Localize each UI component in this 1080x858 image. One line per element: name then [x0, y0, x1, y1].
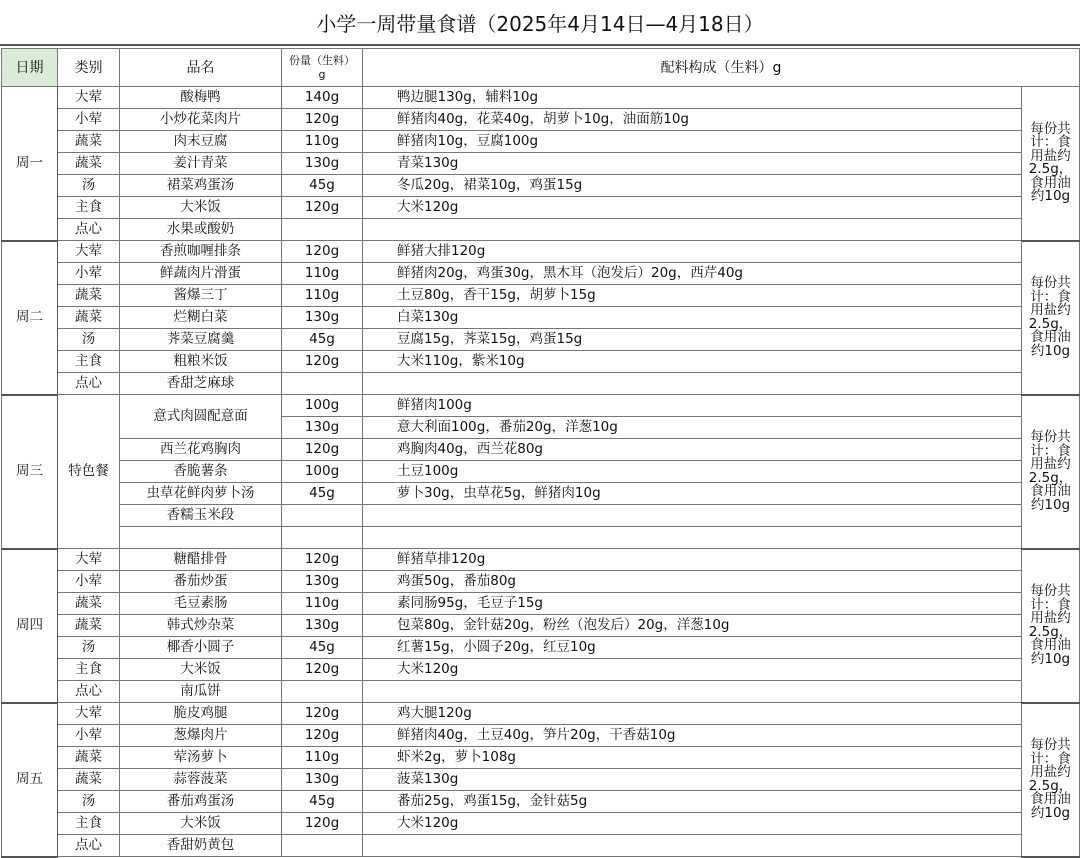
- nutrition-note: [1022, 241, 1080, 395]
- ingredients-cell: 土豆80g，香干15g，胡萝卜15g: [363, 285, 1022, 307]
- header-portion: [282, 49, 363, 87]
- dish-cell: 西兰花鸡胸肉: [120, 439, 282, 461]
- category-cell: 特色餐: [58, 395, 120, 549]
- nutrition-note-line: 食用油: [1030, 791, 1071, 807]
- portion-cell: 130g: [282, 417, 363, 439]
- nutrition-note-line: 每份共: [1030, 120, 1071, 137]
- portion-cell: 120g: [282, 659, 363, 681]
- portion-cell: 100g: [282, 461, 363, 483]
- ingredients-cell: 豆腐15g，荠菜15g，鸡蛋15g: [363, 329, 1022, 351]
- ingredients-cell: 鲜猪肉100g: [363, 395, 1022, 417]
- dish-cell: 姜汁青菜: [120, 153, 282, 175]
- table-row: [2, 175, 1080, 197]
- table-row: [2, 219, 1080, 241]
- table-row: [2, 461, 1080, 483]
- nutrition-note-line: 约10g: [1030, 342, 1071, 359]
- nutrition-note-line: 食用油: [1030, 637, 1071, 653]
- table-row: [2, 593, 1080, 615]
- portion-cell: 140g: [282, 87, 363, 109]
- nutrition-note-line: 食用油: [1030, 174, 1071, 191]
- ingredients-cell: 鲜猪肉40g，花菜40g，胡萝卜10g，油面筋10g: [363, 109, 1022, 131]
- day-cell: 周三: [2, 395, 58, 549]
- dish-cell: [120, 527, 282, 549]
- portion-cell: 45g: [282, 329, 363, 351]
- table-row: [2, 791, 1080, 813]
- dish-cell: 大米饭: [120, 659, 282, 681]
- portion-cell: 45g: [282, 175, 363, 197]
- table-row: [2, 747, 1080, 769]
- ingredients-cell: [363, 681, 1022, 703]
- nutrition-note: [1022, 549, 1080, 703]
- portion-cell: 120g: [282, 725, 363, 747]
- portion-cell: 120g: [282, 549, 363, 571]
- category-cell: 主食: [58, 351, 120, 373]
- portion-cell: 110g: [282, 593, 363, 615]
- portion-cell: 100g: [282, 395, 363, 417]
- ingredients-cell: 意大利面100g，番茄20g，洋葱10g: [363, 417, 1022, 439]
- nutrition-note-line: 约10g: [1030, 188, 1071, 205]
- nutrition-note-line: 约10g: [1030, 804, 1071, 821]
- nutrition-note-line: 2.5g，: [1028, 315, 1073, 332]
- nutrition-note-line: 每份共: [1030, 429, 1071, 445]
- ingredients-cell: 鸭边腿130g，辅料10g: [363, 87, 1022, 109]
- dish-cell: 酸梅鸭: [120, 87, 282, 109]
- dish-cell: 糖醋排骨: [120, 549, 282, 571]
- ingredients-cell: [363, 527, 1022, 549]
- dish-cell: 椰香小圆子: [120, 637, 282, 659]
- portion-cell: 45g: [282, 637, 363, 659]
- ingredients-cell: 虾米2g，萝卜108g: [363, 747, 1022, 769]
- dish-cell: 番茄鸡蛋汤: [120, 791, 282, 813]
- portion-cell: 130g: [282, 769, 363, 791]
- ingredients-cell: 鲜猪肉10g，豆腐100g: [363, 131, 1022, 153]
- header-dish: 品名: [120, 49, 282, 87]
- category-cell: 汤: [58, 791, 120, 813]
- category-cell: 大荤: [58, 241, 120, 263]
- category-cell: 点心: [58, 681, 120, 703]
- nutrition-note-line: 每份共: [1030, 583, 1071, 599]
- portion-cell: [282, 527, 363, 549]
- portion-cell: 120g: [282, 109, 363, 131]
- portion-cell: 130g: [282, 153, 363, 175]
- portion-cell: 130g: [282, 615, 363, 637]
- portion-cell: 120g: [282, 197, 363, 219]
- dish-cell: 香甜芝麻球: [120, 373, 282, 395]
- dish-cell: 水果或酸奶: [120, 219, 282, 241]
- dish-cell: 虫草花鲜肉萝卜汤: [120, 483, 282, 505]
- category-cell: 蔬菜: [58, 615, 120, 637]
- ingredients-cell: 菠菜130g: [363, 769, 1022, 791]
- dish-cell: 肉末豆腐: [120, 131, 282, 153]
- portion-cell: [282, 681, 363, 703]
- portion-cell: 130g: [282, 571, 363, 593]
- portion-cell: [282, 835, 363, 857]
- day-cell: 周一: [2, 87, 58, 241]
- ingredients-cell: 白菜130g: [363, 307, 1022, 329]
- table-row: [2, 307, 1080, 329]
- ingredients-cell: 鸡蛋50g，番茄80g: [363, 571, 1022, 593]
- header-date: 日期: [2, 49, 58, 87]
- header-portion-line1: 份量（生料）: [289, 53, 355, 67]
- ingredients-cell: 大米120g: [363, 813, 1022, 835]
- portion-cell: [282, 219, 363, 241]
- category-cell: 大荤: [58, 703, 120, 725]
- table-row: [2, 285, 1080, 307]
- nutrition-note-line: 约10g: [1030, 650, 1071, 667]
- table-row: [2, 769, 1080, 791]
- category-cell: 主食: [58, 659, 120, 681]
- table-row: [2, 351, 1080, 373]
- ingredients-cell: 青菜130g: [363, 153, 1022, 175]
- ingredients-cell: 大米110g，紫米10g: [363, 351, 1022, 373]
- nutrition-note-line: 每份共: [1030, 275, 1071, 291]
- ingredients-cell: 鲜猪大排120g: [363, 241, 1022, 263]
- portion-cell: 45g: [282, 483, 363, 505]
- table-row: [2, 439, 1080, 461]
- header-category: 类别: [58, 49, 120, 87]
- table-row: [2, 153, 1080, 175]
- table-row: [2, 527, 1080, 549]
- category-cell: 主食: [58, 197, 120, 219]
- day-cell: 周四: [2, 549, 58, 703]
- ingredients-cell: 素同肠95g，毛豆子15g: [363, 593, 1022, 615]
- category-cell: 汤: [58, 175, 120, 197]
- nutrition-note: [1022, 87, 1080, 241]
- table-row: [2, 263, 1080, 285]
- nutrition-note-line: 用盐约: [1030, 610, 1071, 626]
- category-cell: 蔬菜: [58, 285, 120, 307]
- table-row: [2, 329, 1080, 351]
- ingredients-cell: 鲜猪肉20g，鸡蛋30g，黑木耳（泡发后）20g，西芹40g: [363, 263, 1022, 285]
- ingredients-cell: 土豆100g: [363, 461, 1022, 483]
- ingredients-cell: [363, 219, 1022, 241]
- nutrition-note: [1022, 703, 1080, 857]
- dish-cell: 香脆薯条: [120, 461, 282, 483]
- table-row: [2, 835, 1080, 857]
- nutrition-note-line: 计：食: [1030, 134, 1071, 151]
- table-row: [2, 241, 1080, 263]
- header-row: [2, 49, 1080, 87]
- category-cell: 小荤: [58, 109, 120, 131]
- portion-cell: 110g: [282, 747, 363, 769]
- nutrition-note-line: 用盐约: [1030, 456, 1071, 472]
- portion-cell: 120g: [282, 241, 363, 263]
- category-cell: 蔬菜: [58, 593, 120, 615]
- nutrition-note: [1022, 395, 1080, 549]
- dish-cell: 烂糊白菜: [120, 307, 282, 329]
- ingredients-cell: 番茄25g，鸡蛋15g，金针菇5g: [363, 791, 1022, 813]
- portion-cell: [282, 373, 363, 395]
- table-row: [2, 615, 1080, 637]
- dish-cell: 香糯玉米段: [120, 505, 282, 527]
- category-cell: 蔬菜: [58, 131, 120, 153]
- portion-cell: [282, 505, 363, 527]
- table-row: [2, 725, 1080, 747]
- menu-table: [1, 48, 1080, 858]
- ingredients-cell: 包菜80g，金针菇20g，粉丝（泡发后）20g，洋葱10g: [363, 615, 1022, 637]
- table-row: [2, 87, 1080, 109]
- table-row: [2, 681, 1080, 703]
- dish-cell: 香煎咖喱排条: [120, 241, 282, 263]
- table-row: [2, 197, 1080, 219]
- page-title: 小学一周带量食谱（2025年4月14日—4月18日）: [0, 0, 1080, 46]
- dish-cell: 荤汤萝卜: [120, 747, 282, 769]
- category-cell: 点心: [58, 219, 120, 241]
- day-cell: 周五: [2, 703, 58, 857]
- category-cell: 点心: [58, 373, 120, 395]
- category-cell: 主食: [58, 813, 120, 835]
- nutrition-note-line: 用盐约: [1030, 147, 1071, 164]
- dish-cell: 韩式炒杂菜: [120, 615, 282, 637]
- portion-cell: 45g: [282, 791, 363, 813]
- ingredients-cell: 鲜猪肉40g，土豆40g，笋片20g，干香菇10g: [363, 725, 1022, 747]
- category-cell: 蔬菜: [58, 769, 120, 791]
- nutrition-note-line: 约10g: [1030, 496, 1071, 513]
- nutrition-note-line: 2.5g，: [1028, 161, 1073, 178]
- category-cell: 小荤: [58, 725, 120, 747]
- table-row: [2, 703, 1080, 725]
- dish-cell: 葱爆肉片: [120, 725, 282, 747]
- nutrition-note-line: 2.5g，: [1028, 777, 1073, 794]
- ingredients-cell: 鲜猪草排120g: [363, 549, 1022, 571]
- dish-cell: 蒜蓉菠菜: [120, 769, 282, 791]
- nutrition-note-line: 用盐约: [1030, 302, 1071, 318]
- ingredients-cell: [363, 835, 1022, 857]
- table-row: [2, 549, 1080, 571]
- table-row: [2, 813, 1080, 835]
- nutrition-note-line: 2.5g，: [1028, 623, 1073, 640]
- table-row: [2, 659, 1080, 681]
- portion-cell: 130g: [282, 307, 363, 329]
- table-row: [2, 373, 1080, 395]
- nutrition-note-line: 每份共: [1030, 737, 1071, 753]
- header-ingredients: 配料构成（生料）g: [363, 49, 1080, 87]
- dish-cell: 小炒花菜肉片: [120, 109, 282, 131]
- dish-cell: 裙菜鸡蛋汤: [120, 175, 282, 197]
- nutrition-note-line: 食用油: [1030, 329, 1071, 345]
- category-cell: 蔬菜: [58, 153, 120, 175]
- ingredients-cell: 红薯15g，小圆子20g，红豆10g: [363, 637, 1022, 659]
- portion-cell: 110g: [282, 131, 363, 153]
- portion-cell: 120g: [282, 439, 363, 461]
- table-row: [2, 637, 1080, 659]
- nutrition-note-line: 计：食: [1030, 288, 1071, 305]
- category-cell: 大荤: [58, 87, 120, 109]
- nutrition-note-line: 食用油: [1030, 483, 1071, 499]
- category-cell: 蔬菜: [58, 307, 120, 329]
- dish-cell: 意式肉圆配意面: [120, 395, 282, 439]
- category-cell: 汤: [58, 637, 120, 659]
- portion-cell: 110g: [282, 285, 363, 307]
- dish-cell: 脆皮鸡腿: [120, 703, 282, 725]
- table-row: [2, 395, 1080, 417]
- category-cell: 点心: [58, 835, 120, 857]
- category-cell: 大荤: [58, 549, 120, 571]
- ingredients-cell: 鸡胸肉40g，西兰花80g: [363, 439, 1022, 461]
- category-cell: 蔬菜: [58, 747, 120, 769]
- portion-cell: 120g: [282, 813, 363, 835]
- category-cell: 小荤: [58, 571, 120, 593]
- dish-cell: 番茄炒蛋: [120, 571, 282, 593]
- nutrition-note-line: 计：食: [1030, 442, 1071, 459]
- ingredients-cell: 冬瓜20g，裙菜10g，鸡蛋15g: [363, 175, 1022, 197]
- ingredients-cell: 大米120g: [363, 659, 1022, 681]
- ingredients-cell: [363, 505, 1022, 527]
- dish-cell: 粗粮米饭: [120, 351, 282, 373]
- nutrition-note-line: 计：食: [1030, 750, 1071, 767]
- ingredients-cell: [363, 373, 1022, 395]
- category-cell: 汤: [58, 329, 120, 351]
- table-row: [2, 109, 1080, 131]
- table-row: [2, 483, 1080, 505]
- dish-cell: 香甜奶黄包: [120, 835, 282, 857]
- dish-cell: 大米饭: [120, 197, 282, 219]
- dish-cell: 酱爆三丁: [120, 285, 282, 307]
- portion-cell: 120g: [282, 351, 363, 373]
- ingredients-cell: 萝卜30g，虫草花5g，鲜猪肉10g: [363, 483, 1022, 505]
- day-cell: 周二: [2, 241, 58, 395]
- dish-cell: 鲜蔬肉片滑蛋: [120, 263, 282, 285]
- nutrition-note-line: 2.5g，: [1028, 469, 1073, 486]
- table-row: [2, 571, 1080, 593]
- table-row: [2, 131, 1080, 153]
- dish-cell: 大米饭: [120, 813, 282, 835]
- dish-cell: 南瓜饼: [120, 681, 282, 703]
- nutrition-note-line: 计：食: [1030, 596, 1071, 613]
- nutrition-note-line: 用盐约: [1030, 764, 1071, 780]
- ingredients-cell: 大米120g: [363, 197, 1022, 219]
- table-row: [2, 505, 1080, 527]
- portion-cell: 120g: [282, 703, 363, 725]
- category-cell: 小荤: [58, 263, 120, 285]
- dish-cell: 毛豆素肠: [120, 593, 282, 615]
- portion-cell: 110g: [282, 263, 363, 285]
- ingredients-cell: 鸡大腿120g: [363, 703, 1022, 725]
- header-portion-line2: g: [318, 67, 326, 81]
- dish-cell: 荠菜豆腐羹: [120, 329, 282, 351]
